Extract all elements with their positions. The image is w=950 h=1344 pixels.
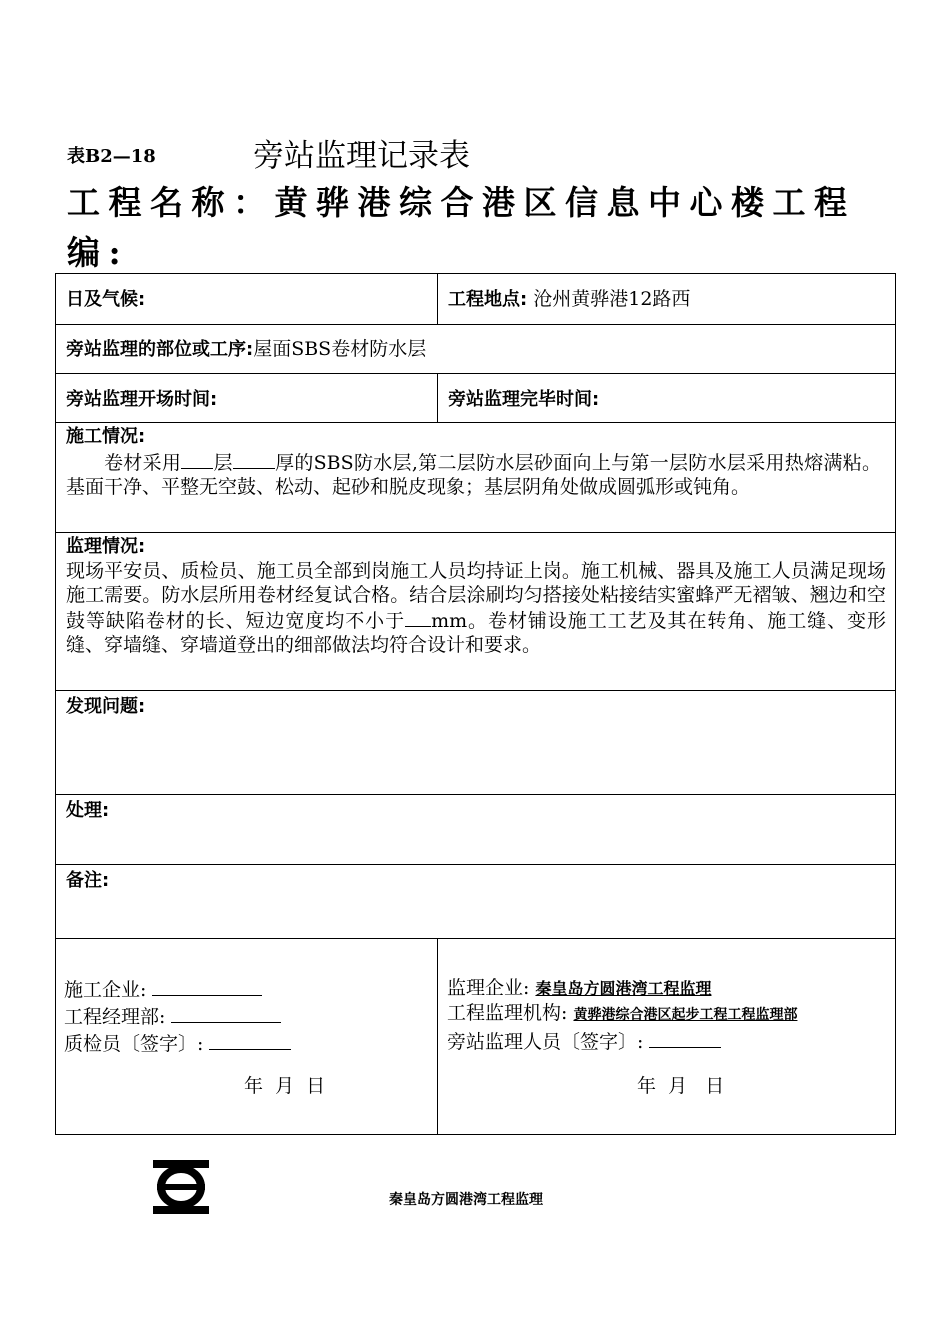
location-label: 工程地点:	[448, 289, 528, 310]
remarks-label: 备注:	[66, 870, 110, 891]
inspector-label: 质检员〔签字〕:	[64, 1033, 204, 1055]
supervisor-signatures	[447, 976, 797, 1055]
supervisor-date: 年 月 日	[637, 1075, 725, 1097]
footer-org-name: 秦皇岛方圆港湾工程监理	[389, 1192, 543, 1208]
construction-text-part: 卷材采用	[104, 452, 182, 474]
contractor-date: 年 月 日	[244, 1075, 326, 1097]
inspector-signature-blank	[209, 1030, 291, 1050]
date-weather-label: 日及气候:	[66, 289, 146, 310]
construction-text-part: 层	[213, 452, 233, 474]
supervisor-org: 黄骅港综合港区起步工程工程监理部	[573, 1007, 798, 1023]
construction-text	[66, 449, 881, 499]
location-value: 沧州黄骅港12路西	[533, 288, 691, 310]
supervisor-org-label: 工程监理机构:	[447, 1002, 568, 1024]
form-code: 表B2—18	[67, 146, 156, 167]
record-table	[55, 273, 896, 1135]
remarks-field	[66, 868, 109, 893]
supervision-section	[66, 535, 886, 657]
end-time-label: 旁站监理完毕时间:	[448, 389, 600, 410]
handling-label: 处理:	[66, 800, 110, 821]
width-blank	[405, 607, 431, 627]
company-logo-icon	[153, 1160, 209, 1214]
supervision-text-part: 现场平安员、质检员、施工员全部到岗施工人员均持证上岗。施工机械、器具及施工人员满足现场施工需要。防水层所用卷材经复试合格。结合层涂刷均匀搭接处粘接结实蜜蜂严无褶皱、翘边和空鼓等缺陷卷材的长、短边宽度均不小于	[66, 560, 886, 632]
supervision-label: 监理情况:	[66, 536, 146, 557]
handling-field	[66, 798, 109, 823]
supervisor-person-label: 旁站监理人员〔签字〕:	[447, 1031, 644, 1053]
issues-label: 发现问题:	[66, 696, 146, 717]
supervisor-signature-blank	[649, 1028, 721, 1048]
form-title: 旁站监理记录表	[253, 138, 470, 174]
construction-text-part: 厚的SBS防水层,第二层防水层砂面向上与第一层防水层采用热熔满粘。基面干净、平整无空鼓、松动、起砂和脱皮现象；基层阴角处做成圆弧形或钝角。	[66, 452, 881, 498]
construction-section	[66, 425, 881, 499]
contractor-label: 施工企业:	[64, 979, 147, 1001]
supervision-text-part: mm。卷材铺设施工工艺及其在转角、施工缝、变形缝、穿墙缝、穿墙道登出的细部做法均符合设计和要求。	[66, 610, 886, 656]
contractor-blank	[152, 976, 262, 996]
layers-blank	[181, 449, 213, 469]
part-field	[66, 337, 426, 362]
project-name-line: 工程名称：黄骅港综合港区信息中心楼工程编:	[67, 183, 856, 272]
supervision-text	[66, 559, 886, 657]
start-time-field	[66, 387, 217, 412]
location-field	[448, 287, 690, 312]
manager-blank	[171, 1003, 281, 1023]
supervisor-company-label: 监理企业:	[447, 977, 530, 999]
contractor-signatures	[64, 976, 291, 1057]
issues-field	[66, 694, 145, 719]
supervisor-company: 秦皇岛方圆港湾工程监理	[535, 979, 712, 998]
end-time-field	[448, 387, 599, 412]
part-label: 旁站监理的部位或工序:	[66, 339, 254, 360]
date-weather-field	[66, 287, 145, 312]
part-value: 屋面SBS卷材防水层	[253, 338, 427, 360]
thickness-blank	[233, 449, 275, 469]
start-time-label: 旁站监理开场时间:	[66, 389, 218, 410]
manager-label: 工程经理部:	[64, 1006, 166, 1028]
construction-label: 施工情况:	[66, 426, 146, 447]
